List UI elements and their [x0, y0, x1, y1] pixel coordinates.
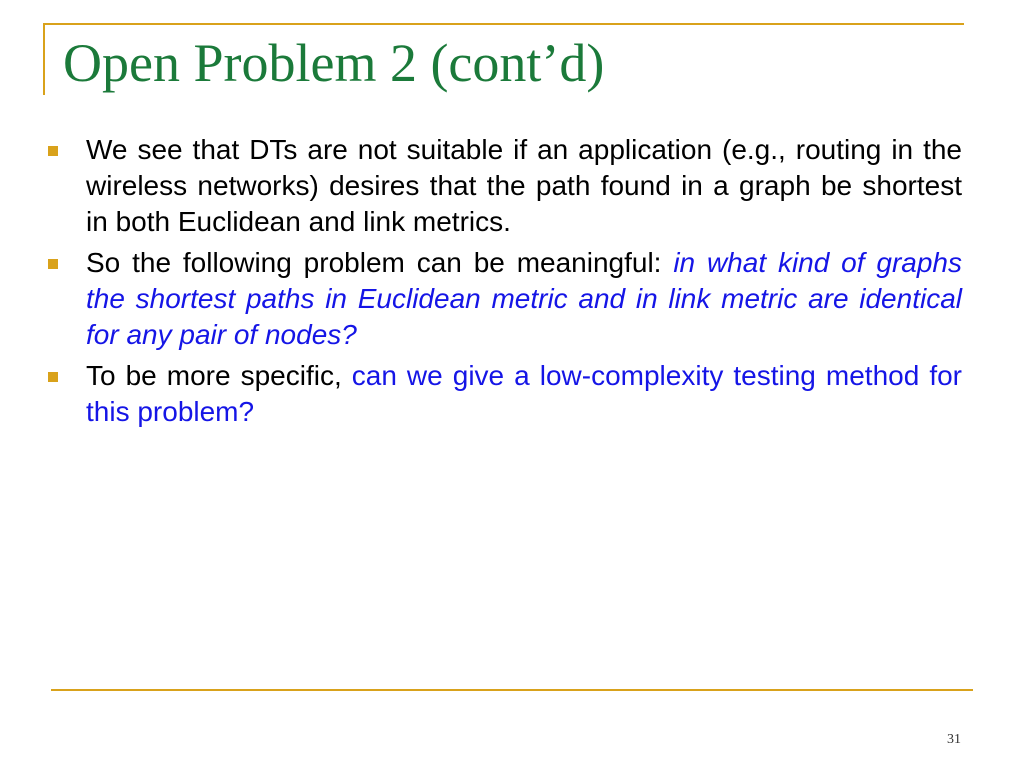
bullet-text: To be more specific, [86, 360, 352, 391]
bullet-item [48, 358, 962, 430]
square-bullet-icon [48, 259, 58, 269]
bullet-item [48, 245, 962, 353]
highlighted-question: in what kind of graphs the shortest paths in Euclidean metric and in link metric are identical for any pair of nodes? [86, 247, 962, 350]
footer-rule [51, 689, 973, 691]
bullet-list [48, 132, 962, 435]
bullet-item [48, 132, 962, 240]
square-bullet-icon [48, 146, 58, 156]
bullet-text: So the following problem can be meaningful: [86, 247, 674, 278]
square-bullet-icon [48, 372, 58, 382]
highlighted-question: can we give a low-complexity testing method for this problem? [86, 360, 962, 427]
title-frame-left-rule [43, 23, 45, 95]
slide-title: Open Problem 2 (cont’d) [63, 33, 605, 93]
page-number: 31 [947, 732, 961, 747]
bullet-text: We see that DTs are not suitable if an application (e.g., routing in the wireless networks) desires that the path found in a graph be shortest in both Euclidean and link metrics. [86, 134, 962, 237]
title-frame-top-rule [43, 23, 964, 25]
